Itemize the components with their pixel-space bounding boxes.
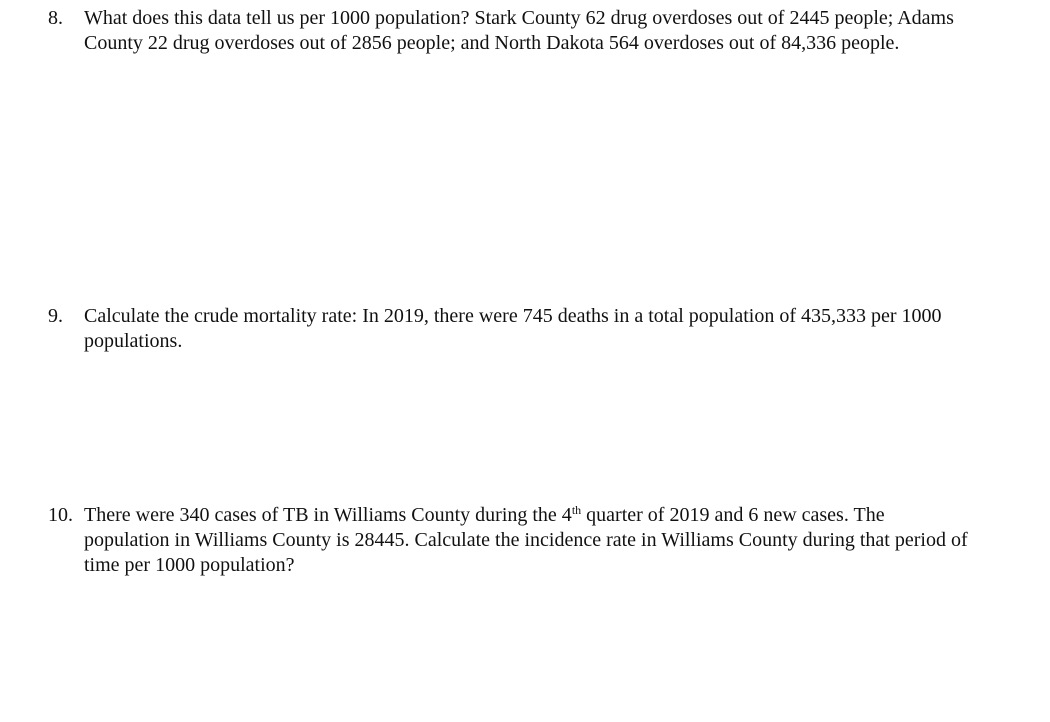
question-text: Calculate the crude mortality rate: In 2019, there were 745 deaths in a total population of 435,333 per 1000 populations. <box>84 305 942 352</box>
question-text-part: There were 340 cases of TB in Williams County during the 4 <box>84 504 572 526</box>
question-number: 9. <box>48 305 63 327</box>
question-8 <box>0 6 1000 56</box>
question-text: What does this data tell us per 1000 population? Stark County 62 drug overdoses out of 2445 people; Adams County 22 drug overdoses out of 2856 people; and North Dakota 564 overdoses out of 84,336 people. <box>84 7 954 54</box>
question-text <box>84 503 974 578</box>
question-text-part: quarter of 2019 and 6 new cases. The population in Williams County is 28445. Calculate the incidence rate in Williams County during that period of time per 1000 population? <box>84 504 968 576</box>
question-number: 10. <box>48 504 73 526</box>
ordinal-superscript: th <box>571 503 582 517</box>
question-9 <box>0 304 1000 354</box>
question-number: 8. <box>48 7 63 29</box>
question-10 <box>0 503 1000 578</box>
